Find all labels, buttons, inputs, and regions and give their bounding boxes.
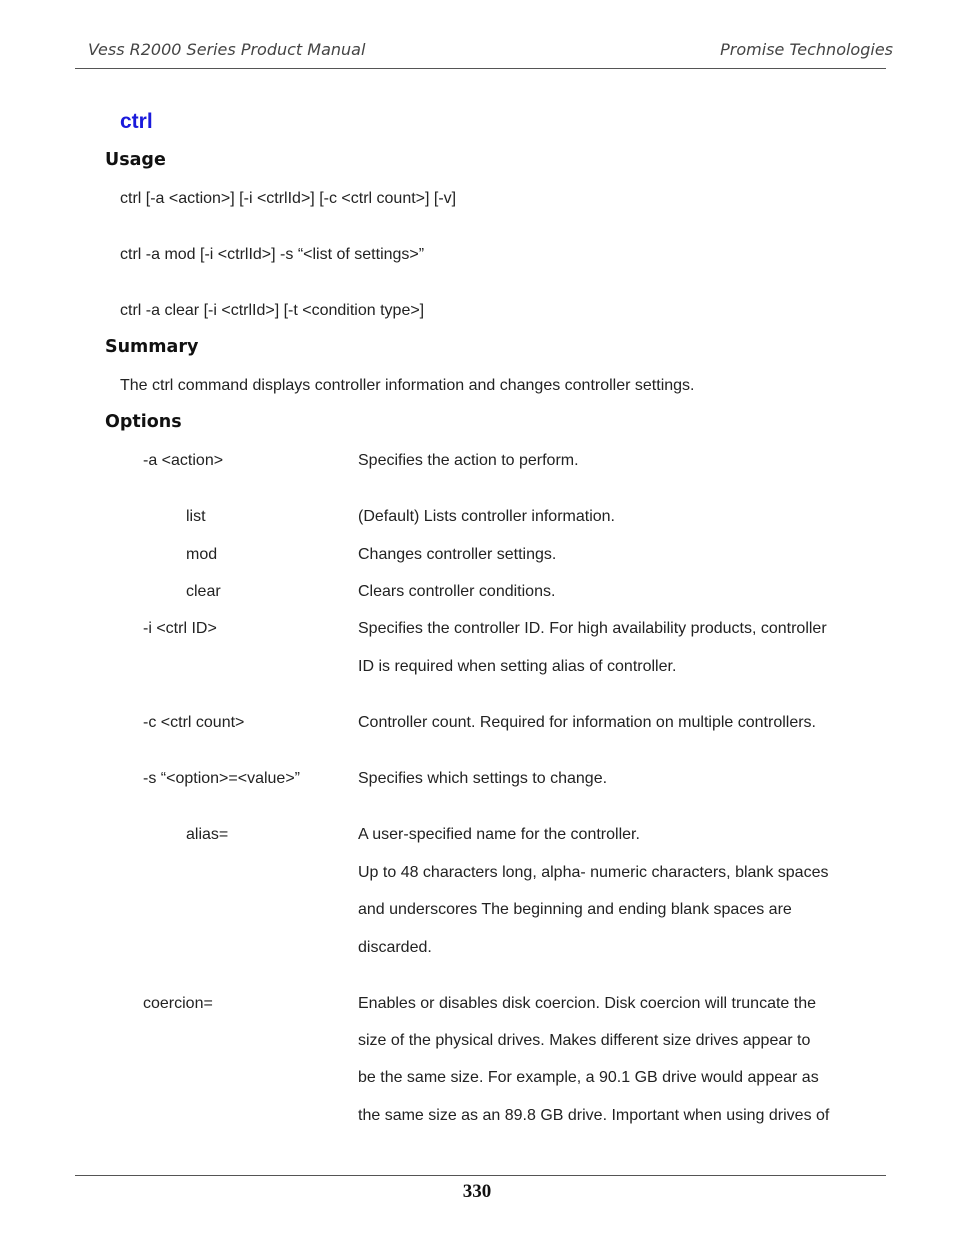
option-description: Specifies which settings to change. xyxy=(358,770,608,787)
summary-heading: Summary xyxy=(105,337,199,357)
option-description: (Default) Lists controller information. xyxy=(358,508,615,525)
usage-line: ctrl -a mod [-i <ctrlId>] -s “<list of settings>” xyxy=(120,246,425,263)
options-heading: Options xyxy=(105,412,182,432)
option-description: size of the physical drives. Makes different size drives appear to xyxy=(358,1032,811,1049)
option-term: mod xyxy=(186,546,218,563)
usage-line: ctrl [-a <action>] [-i <ctrlId>] [-c <ctrl count>] [-v] xyxy=(120,190,457,207)
option-term: -s “<option>=<value>” xyxy=(143,770,300,787)
option-term: -a <action> xyxy=(143,452,224,469)
usage-line: ctrl -a clear [-i <ctrlId>] [-t <condition type>] xyxy=(120,302,425,319)
option-description: Changes controller settings. xyxy=(358,546,557,563)
header-company: Promise Technologies xyxy=(720,40,893,59)
option-description: the same size as an 89.8 GB drive. Important when using drives of xyxy=(358,1107,830,1124)
option-description: Specifies the controller ID. For high availability products, controller xyxy=(358,620,827,637)
option-term: clear xyxy=(186,583,221,600)
option-term: alias= xyxy=(186,826,229,843)
option-description: discarded. xyxy=(358,939,432,956)
option-term: -i <ctrl ID> xyxy=(143,620,217,637)
option-term: coercion= xyxy=(143,995,213,1012)
footer-divider xyxy=(75,1175,886,1176)
option-description: Up to 48 characters long, alpha- numeric characters, blank spaces xyxy=(358,864,829,881)
page-number: 330 xyxy=(462,1181,492,1202)
header-manual-title: Vess R2000 Series Product Manual xyxy=(88,40,366,59)
option-description: A user-specified name for the controller. xyxy=(358,826,640,843)
option-description: ID is required when setting alias of controller. xyxy=(358,658,677,675)
option-description: Controller count. Required for information on multiple controllers. xyxy=(358,714,816,731)
usage-heading: Usage xyxy=(105,150,166,170)
option-description: be the same size. For example, a 90.1 GB drive would appear as xyxy=(358,1069,819,1086)
option-description: Specifies the action to perform. xyxy=(358,452,579,469)
option-term: -c <ctrl count> xyxy=(143,714,245,731)
option-description: Enables or disables disk coercion. Disk coercion will truncate the xyxy=(358,995,816,1012)
option-description: and underscores The beginning and ending blank spaces are xyxy=(358,901,792,918)
command-title: ctrl xyxy=(120,110,153,133)
header-divider xyxy=(75,68,886,69)
option-term: list xyxy=(186,508,206,525)
option-description: Clears controller conditions. xyxy=(358,583,556,600)
summary-text: The ctrl command displays controller information and changes controller settings. xyxy=(120,377,695,394)
